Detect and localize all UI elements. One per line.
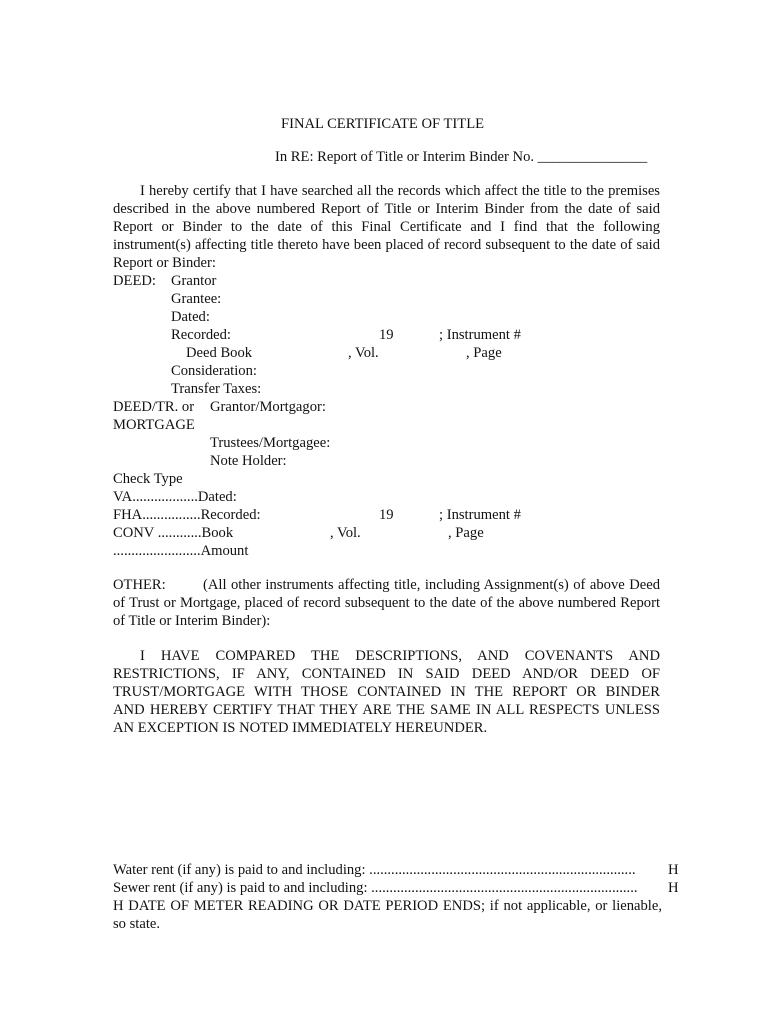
mortgage-label-2: MORTGAGE (113, 417, 195, 433)
mortgage-amount: ........................Amount (113, 543, 249, 559)
mortgage-page: , Page (448, 525, 484, 541)
mortgage-year: 19 (379, 507, 394, 523)
deed-dated: Dated: (171, 309, 210, 325)
water-rent-line: Water rent (if any) is paid to and including: ......................................................................... (113, 862, 636, 878)
certify-line: I hereby certify that I have searched all the records which affect the title to the premises (140, 183, 660, 199)
deed-grantor: Grantor (171, 273, 217, 289)
certify-line: Report or Binder to the date of this Final Certificate and I find that the following (113, 219, 660, 235)
other-line: of Title or Interim Binder): (113, 613, 271, 629)
water-rent-h: H (668, 862, 679, 878)
certify-line: Report or Binder: (113, 255, 216, 271)
certify-line: described in the above numbered Report of Title or Interim Binder from the date of said (113, 201, 660, 217)
certify-paragraph (113, 182, 660, 272)
sewer-rent-h: H (668, 880, 679, 896)
other-line: of Trust or Mortgage, placed of record subsequent to the date of the above numbered Report (113, 595, 660, 611)
mortgage-vol: , Vol. (330, 525, 361, 541)
compare-paragraph (113, 647, 660, 737)
other-paragraph (113, 576, 660, 630)
in-re-line: In RE: Report of Title or Interim Binder No. _______________ (275, 149, 648, 165)
va-dated: VA..................Dated: (113, 489, 237, 505)
deed-recorded: Recorded: (171, 327, 231, 343)
other-label: OTHER: (113, 577, 166, 593)
deed-book: Deed Book (186, 345, 253, 361)
mortgage-grantor: Grantor/Mortgagor: (210, 399, 326, 415)
other-line: (All other instruments affecting title, including Assignment(s) of above Deed (203, 577, 660, 593)
meter-paragraph (113, 897, 662, 933)
document-title: FINAL CERTIFICATE OF TITLE (281, 116, 485, 132)
compare-line: TRUST/MORTGAGE WITH THOSE CONTAINED IN THE REPORT OR BINDER (113, 684, 660, 700)
fha-recorded: FHA................Recorded: (113, 507, 261, 523)
compare-line: I HAVE COMPARED THE DESCRIPTIONS, AND COVENANTS AND (140, 648, 660, 664)
check-type-label: Check Type (113, 471, 183, 487)
mortgage-instrument: ; Instrument # (439, 507, 521, 523)
deed-vol: , Vol. (348, 345, 379, 361)
certify-line: instrument(s) affecting title thereto have been placed of record subsequent to the date of said (113, 237, 660, 253)
sewer-rent-line: Sewer rent (if any) is paid to and including: ......................................................................... (113, 880, 638, 896)
deed-instrument: ; Instrument # (439, 327, 521, 343)
compare-line: RESTRICTIONS, IF ANY, CONTAINED IN SAID DEED AND/OR DEED OF (113, 666, 660, 682)
deed-consideration: Consideration: (171, 363, 257, 379)
conv-book: CONV ............Book (113, 525, 234, 541)
deed-page: , Page (466, 345, 502, 361)
compare-line: AN EXCEPTION IS NOTED IMMEDIATELY HEREUNDER. (113, 720, 488, 736)
mortgage-note-holder: Note Holder: (210, 453, 287, 469)
deed-label: DEED: (113, 273, 156, 289)
mortgage-label-1: DEED/TR. or (113, 399, 195, 415)
deed-year: 19 (379, 327, 394, 343)
compare-line: AND HEREBY CERTIFY THAT THEY ARE THE SAME IN ALL RESPECTS UNLESS (113, 702, 660, 718)
meter-line: H DATE OF METER READING OR DATE PERIOD ENDS; if not applicable, or lienable, (113, 898, 662, 914)
mortgage-trustees: Trustees/Mortgagee: (210, 435, 331, 451)
meter-line: so state. (113, 916, 161, 932)
deed-transfer-taxes: Transfer Taxes: (171, 381, 262, 397)
deed-grantee: Grantee: (171, 291, 222, 307)
